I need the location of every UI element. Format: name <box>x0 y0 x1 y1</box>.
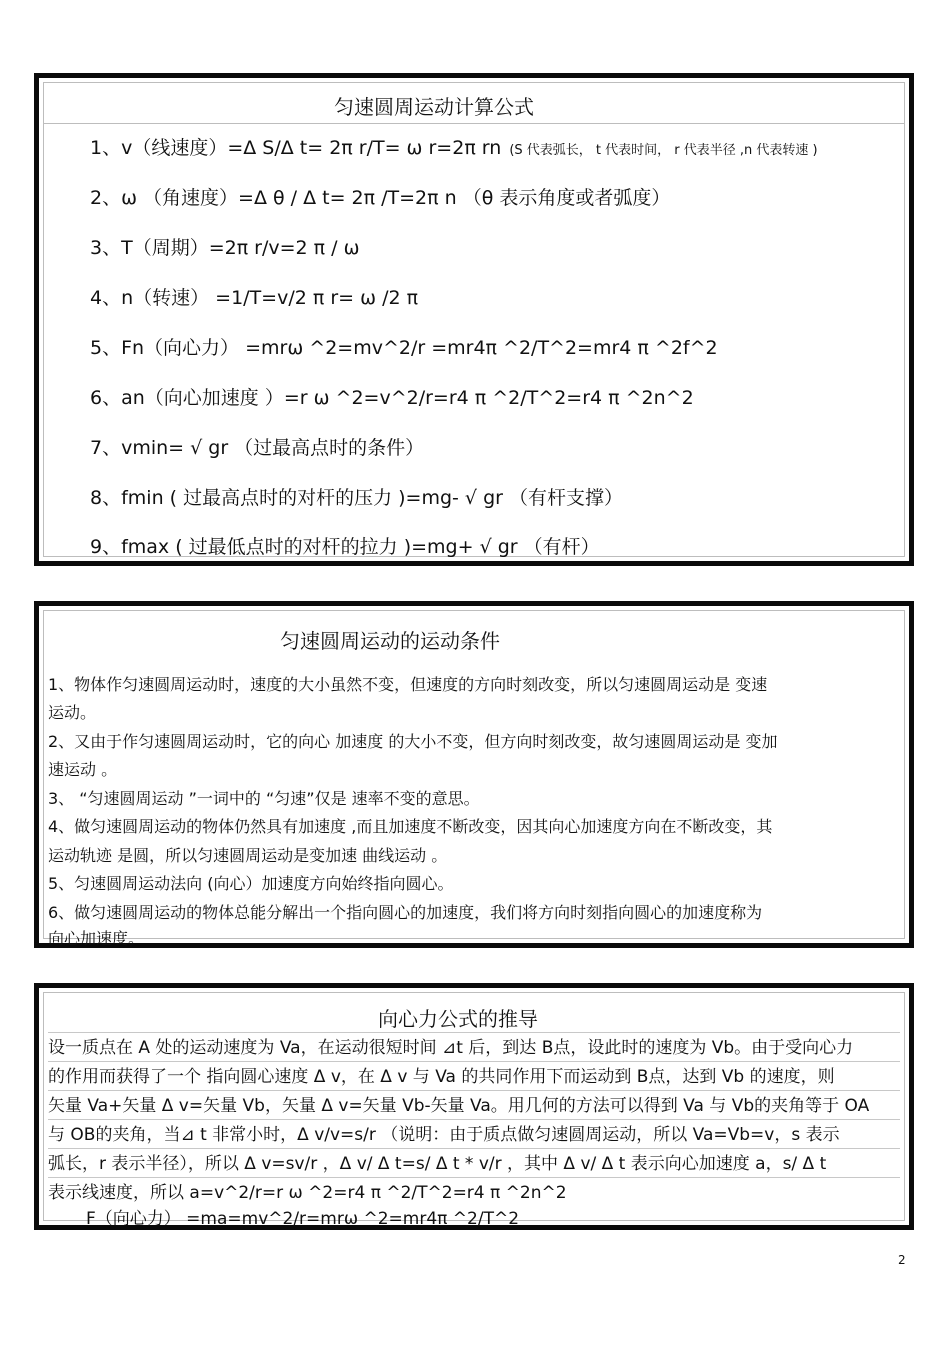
condition-line: 6、做匀速圆周运动的物体总能分解出一个指向圆心的加速度，我们将方向时刻指向圆心的加速度称为 <box>48 903 763 922</box>
condition-line: 向心加速度。 <box>48 929 145 948</box>
formula-text: 8、fmin ( 过最高点时的对杆的压力 )=mg- √ gr （有杆支撑） <box>90 487 623 509</box>
formula-text: 1、v（线速度）=Δ S/Δ t= 2π r/T= ω r=2π rn <box>90 137 502 159</box>
condition-line: 4、做匀速圆周运动的物体仍然具有加速度 ,而且加速度不断改变，因其向心加速度方向在不断改变，其 <box>48 817 773 836</box>
derivation-line: 与 OB的夹角，当⊿ t 非常小时，Δ v/v=s/r （说明：由于质点做匀速圆周运动，所以 Va=Vb=v，s 表示 <box>48 1119 900 1145</box>
formula-line <box>90 333 900 360</box>
formula-line <box>90 433 900 460</box>
condition-line: 3、 “匀速圆周运动 ”一词中的 “匀速”仅是 速率不变的意思。 <box>48 789 480 808</box>
formula-line <box>90 532 900 559</box>
derivation-box-title: 向心力公式的推导 <box>378 1007 538 1031</box>
derivation-box <box>34 983 914 1230</box>
condition-line: 5、匀速圆周运动法向 (向心）加速度方向始终指向圆心。 <box>48 874 454 893</box>
condition-line: 运动轨迹 是圆，所以匀速圆周运动是变加速 曲线运动 。 <box>48 846 448 865</box>
derivation-line: F（向心力） =ma=mv^2/r=mrω ^2=mr4π ^2/T^2 <box>86 1209 520 1229</box>
formula-line <box>90 233 900 260</box>
formula-text: 6、an（向心加速度 ）=r ω ^2=v^2/r=r4 π ^2/T^2=r4 π ^2n^2 <box>90 387 694 409</box>
formula-box-inner <box>43 82 905 557</box>
condition-line: 1、物体作匀速圆周运动时，速度的大小虽然不变，但速度的方向时刻改变，所以匀速圆周运动是 变速 <box>48 675 768 694</box>
formula-text: 3、T（周期）=2π r/v=2 π / ω <box>90 237 360 259</box>
formula-text: 4、n（转速） =1/T=v/2 π r= ω /2 π <box>90 287 419 309</box>
formula-line <box>90 183 900 210</box>
conditions-box <box>34 601 914 948</box>
derivation-line: 弧长，r 表示半径），所以 Δ v=sv/r ，Δ v/ Δ t=s/ Δ t * v/r ，其中 Δ v/ Δ t 表示向心加速度 a，s/ Δ t <box>48 1148 900 1174</box>
formula-line <box>90 133 900 160</box>
formula-text: 5、Fn（向心力） =mrω ^2=mv^2/r =mr4π ^2/T^2=mr4 π ^2f^2 <box>90 337 718 359</box>
formula-text: 2、ω （角速度）=Δ θ / Δ t= 2π /T=2π n （θ 表示角度或者弧度） <box>90 187 671 209</box>
formula-text: 9、fmax ( 过最低点时的对杆的拉力 )=mg+ √ gr （有杆） <box>90 536 600 558</box>
formula-line <box>90 383 900 410</box>
condition-line: 速运动 。 <box>48 760 118 779</box>
derivation-line: 的作用而获得了一个 指向圆心速度 Δ v，在 Δ v 与 Va 的共同作用下而运动到 B点，达到 Vb 的速度，则 <box>48 1061 900 1087</box>
condition-line: 2、又由于作匀速圆周运动时，它的向心 加速度 的大小不变，但方向时刻改变，故匀速圆周运动是 变加 <box>48 732 778 751</box>
derivation-line: 矢量 Va+矢量 Δ v=矢量 Vb，矢量 Δ v=矢量 Vb-矢量 Va。用几何的方法可以得到 Va 与 Vb的夹角等于 OA <box>48 1090 900 1116</box>
conditions-box-inner <box>43 610 905 948</box>
formula-box <box>34 73 914 566</box>
formula-line <box>90 483 900 510</box>
derivation-box-inner <box>43 992 905 1229</box>
formula-text: 7、vmin= √ gr （过最高点时的条件） <box>90 437 425 459</box>
formula-note: (S 代表弧长， t 代表时间， r 代表半径 ,n 代表转速 ) <box>509 143 818 158</box>
derivation-line: 表示线速度，所以 a=v^2/r=r ω ^2=r4 π ^2/T^2=r4 π ^2n^2 <box>48 1177 900 1203</box>
conditions-box-title: 匀速圆周运动的运动条件 <box>280 629 500 653</box>
formula-box-title: 匀速圆周运动计算公式 <box>334 95 534 119</box>
page-number: 2 <box>898 1253 906 1267</box>
formula-line <box>90 283 900 310</box>
condition-line: 运动。 <box>48 703 97 722</box>
derivation-line: 设一质点在 A 处的运动速度为 Va，在运动很短时间 ⊿t 后，到达 B点，设此时的速度为 Vb。由于受向心力 <box>48 1032 900 1058</box>
divider <box>44 123 904 124</box>
